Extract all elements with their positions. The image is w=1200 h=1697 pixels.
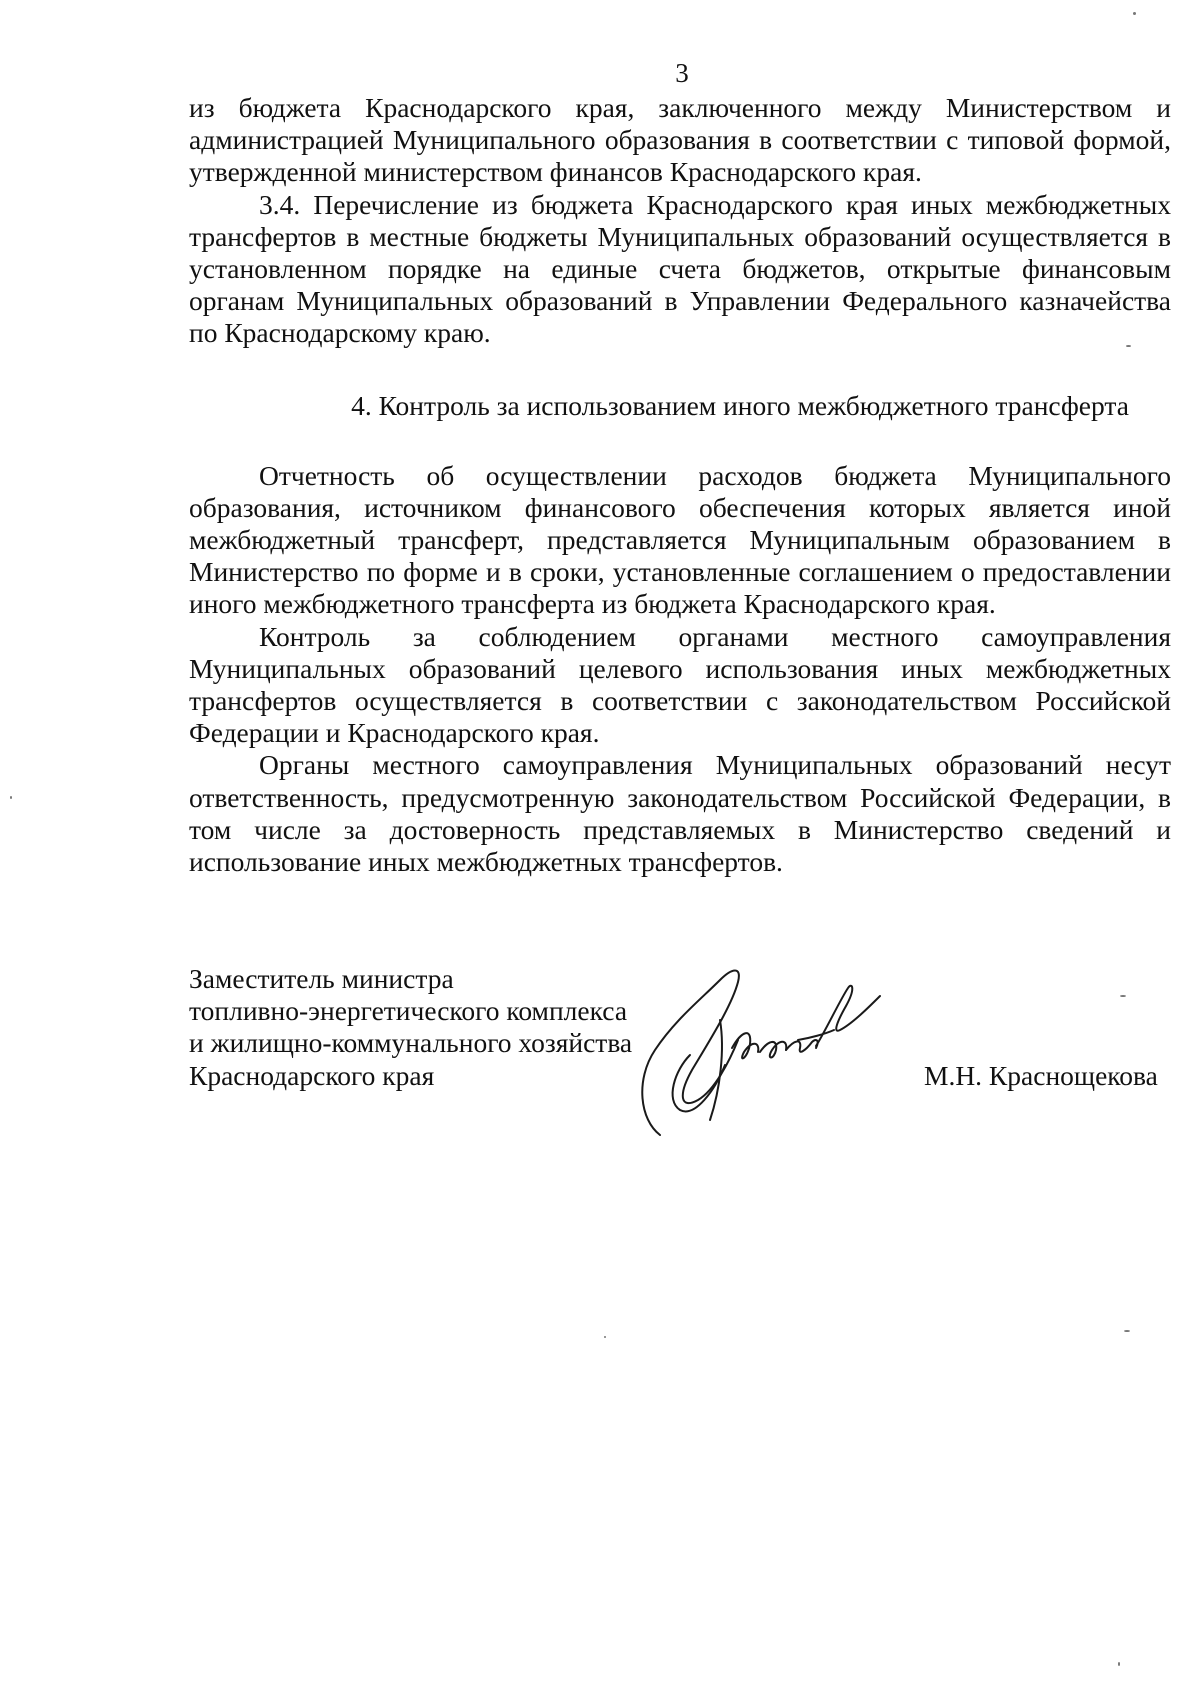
- paragraph-reporting: Отчетность об осуществлении расходов бюджета Муниципального образования, источником финансового обеспечения которых является иной межбюджетный трансферт, представляется Муниципальным образованием в Министерство по форме и в сроки, установленные соглашением о предоставлении иного межбюджетного трансферта из бюджета Краснодарского края.: [189, 459, 1171, 620]
- document-body: [189, 92, 1171, 878]
- scan-speck: [1126, 345, 1131, 347]
- scan-speck: [604, 1336, 606, 1338]
- scan-speck: [1124, 1330, 1130, 1332]
- paragraph-responsibility: Органы местного самоуправления Муниципальных образований несут ответственность, предусмотренную законодательством Российской Федерации, в том числе за достоверность представляемых в Министерство сведений и использование иных межбюджетных трансфертов.: [189, 749, 1171, 878]
- signatory-title-line: Заместитель министра: [189, 963, 454, 994]
- signatory-title-line: Краснодарского края: [189, 1059, 435, 1091]
- section-heading: 4. Контроль за использованием иного межбюджетного трансферта: [351, 389, 1129, 421]
- page-number: 3: [675, 58, 689, 88]
- signatory-title: [189, 963, 632, 1092]
- signatory-title-line: топливно-энергетического комплекса: [189, 995, 628, 1027]
- scan-speck: [1120, 995, 1126, 997]
- paragraph-continuation: из бюджета Краснодарского края, заключенного между Министерством и администрацией Муниципального образования в соответствии с типовой формой, утвержденной министерством финансов Краснодарского края.: [189, 92, 1171, 188]
- paragraph-control: Контроль за соблюдением органами местного самоуправления Муниципальных образований целевого использования иных межбюджетных трансфертов осуществляется в соответствии с законодательством Российской Федерации и Краснодарского края.: [189, 620, 1171, 749]
- scan-speck: [10, 796, 12, 799]
- scan-speck: [1118, 1662, 1120, 1666]
- signatory-title-line: и жилищно-коммунального хозяйства: [189, 1027, 633, 1059]
- paragraph-3-4: 3.4. Перечисление из бюджета Краснодарского края иных межбюджетных трансфертов в местные бюджеты Муниципальных образований осуществляется в установленном порядке на единые счета бюджетов, открытые финансовым органам Муниципальных образований в Управлении Федерального казначейства по Краснодарскому краю.: [189, 188, 1171, 349]
- scan-speck: [1133, 12, 1136, 15]
- signer-name: М.Н. Краснощекова: [924, 1060, 1158, 1091]
- handwritten-signature: [620, 960, 910, 1140]
